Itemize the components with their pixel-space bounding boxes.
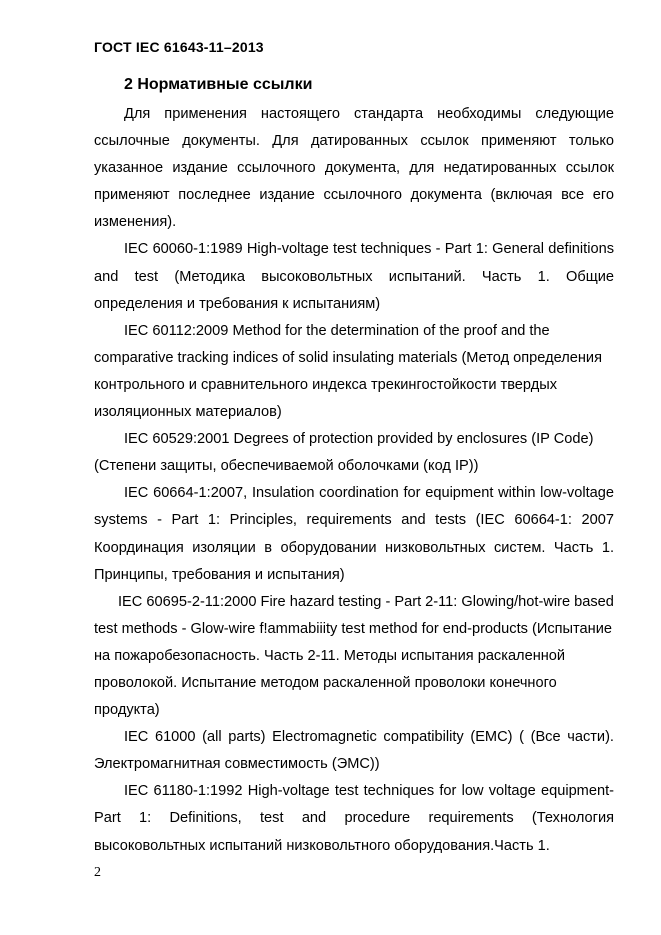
reference-item: IEC 60112:2009 Method for the determination of the proof and the comparative tracking indices of solid insulating materials (Метод определения контрольного и сравнительного индекса трекингостойкости твердых изоляционных материалов) xyxy=(94,322,602,421)
page-number: 2 xyxy=(94,865,101,880)
reference-item: IEC 60060-1:1989 High-voltage test techniques - Part 1: General definitions and test (Методика высоковольтных испытаний. Часть 1. Общие определения и требования к испытаниям) xyxy=(94,241,614,312)
reference-item: IEC 60695-2-11:2000 Fire hazard testing - Part 2-11: Glowing/hot-wire based test methods - Glow-wire f!ammabiiity test method for end-products (Испытание на пожаробезопасность. Часть 2-11. Методы испытания раскаленной проволокой. Испытание методом раскаленной проволоки конечного продукта) xyxy=(94,593,614,719)
section-title: 2 Нормативные ссылки xyxy=(124,76,313,93)
reference-item: IEC 60529:2001 Degrees of protection provided by enclosures (IP Code) (Степени защиты, обеспечиваемой оболочками (код IP)) xyxy=(94,431,594,475)
document-body xyxy=(94,101,614,860)
document-header: ГОСТ IEC 61643-11–2013 xyxy=(94,39,264,55)
reference-item: IEC 61180-1:1992 High-voltage test techniques for low voltage equipment- Part 1: Definitions, test and procedure requirements (Технология высоковольтных испытаний низковольтного оборудования.Часть 1. xyxy=(94,783,614,854)
intro-paragraph: Для применения настоящего стандарта необходимы следующие ссылочные документы. Для датированных ссылок применяют только указанное издание ссылочного документа, для недатированных ссылок применяют последнее издание ссылочного документа (включая все его изменения). xyxy=(94,106,614,231)
reference-item: IEC 60664-1:2007, Insulation coordination for equipment within low-voltage systems - Part 1: Principles, requirements and tests (IEC 60664-1: 2007 Координация изоляции в оборудовании низковольтных систем. Часть 1. Принципы, требования и испытания) xyxy=(94,485,614,583)
reference-item: IEC 61000 (all parts) Electromagnetic compatibility (EMC) ( (Все части). Электромагнитная совместимость (ЭМС)) xyxy=(94,729,614,773)
